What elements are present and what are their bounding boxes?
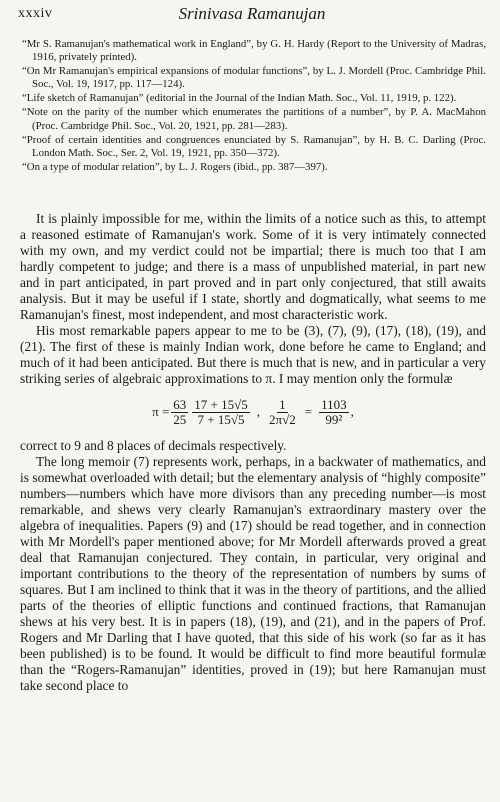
page-header: [18, 4, 486, 28]
formula-end: ,: [350, 404, 354, 420]
numerator: 17 + 15√5: [194, 397, 248, 413]
paragraph: The long memoir (7) represents work, perhaps, in a backwater of mathematics, and is somewhat overloaded with detail; but the elementary analysis of “highly composite” numbers—numbers which have more divisors than any preceding number—is most remarkable, and shews very clearly Ramanujan's extraordinary mastery over the algebra of inequalities. Papers (9) and (17) should be read together, and in connection with Mr Mordell's paper mentioned above; for Mr Mordell afterwards proved a great deal that Ramanujan conjectured. They contain, in particular, very original and important contributions to the theory of the representation of numbers by sums of squares. But I am inclined to think that it was in the theory of partitions, and the allied parts of the theories of elliptic functions and continued fractions, that Ramanujan shews at his very best. It is in papers (18), (19), and (21), and in the papers of Prof. Rogers and Mr Darling that I have quoted, that this side of his work (so far as it has been published) is to be found. It would be difficult to find more beautiful formulæ than the “Rogers-Ramanujan” identities, proved in (19); but here Ramanujan must take second place to: [20, 453, 486, 694]
denominator: 2π√2: [269, 412, 296, 428]
denominator: 7 + 15√5: [197, 412, 245, 428]
denominator: 99²: [325, 412, 343, 428]
paragraph: correct to 9 and 8 places of decimals respectively.: [20, 437, 287, 453]
fraction: [192, 398, 249, 427]
numerator: 63: [173, 397, 187, 413]
reference-item: “Life sketch of Ramanujan” (editorial in the Journal of the Indian Math. Soc., Vol. 11, 1919, p. 122).: [22, 92, 457, 105]
formula-separator: ,: [256, 404, 261, 420]
reference-item: “On a type of modular relation”, by L. J. Rogers (ibid., pp. 387—397).: [22, 160, 328, 173]
reference-list: [22, 38, 486, 175]
numerator: 1: [279, 397, 286, 413]
fraction: [171, 398, 188, 427]
running-title: Srinivasa Ramanujan: [178, 4, 326, 23]
paragraph: It is plainly impossible for me, within the limits of a notice such as this, to attempt a reasoned estimate of Ramanujan's work. Some of it is very intimately connected with my own, and my verdict could not be impartial; there is much too that I am hardly competent to judge; and there is a mass of unpublished material, in part new and in part anticipated, in part proved and in part only conjectured, that still awaits analysis. But it may be useful if I state, shortly and dogmatically, what seems to me Ramanujan's finest, most independent, and most characteristic work.: [20, 211, 486, 323]
pi-formula: [20, 390, 486, 436]
numerator: 1103: [321, 397, 347, 413]
reference-item: “Note on the parity of the number which enumerates the partitions of a number”, by P. A. MacMahon (Proc. Cambridge Phil. Soc., Vol. 20, 1921, pp. 281—283).: [22, 106, 486, 132]
body-text: [20, 211, 486, 694]
page-number: xxxiv: [18, 6, 53, 21]
denominator: 25: [173, 412, 187, 428]
formula-lhs: π =: [152, 404, 170, 420]
fraction: [319, 398, 349, 427]
fraction: [267, 398, 298, 427]
reference-item: “Mr S. Ramanujan's mathematical work in England”, by G. H. Hardy (Report to the University of Madras, 1916, privately printed).: [22, 38, 486, 64]
reference-item: “On Mr Ramanujan's empirical expansions of modular functions”, by L. J. Mordell (Proc. Cambridge Phil. Soc., Vol. 19, 1917, pp. 117—124).: [22, 65, 486, 91]
equals-sign: =: [304, 404, 313, 420]
paragraph: His most remarkable papers appear to me to be (3), (7), (9), (17), (18), (19), and (21). The first of these is mainly Indian work, done before he came to England; and much of it had been anticipated. But there is much that is new, and in particular a very striking series of algebraic approximations to π. I may mention only the formulæ: [20, 323, 486, 387]
reference-item: “Proof of certain identities and congruences enunciated by S. Ramanujan”, by H. B. C. Darling (Proc. London Math. Soc., Ser. 2, Vol. 19, 1921, pp. 350—372).: [22, 133, 486, 159]
